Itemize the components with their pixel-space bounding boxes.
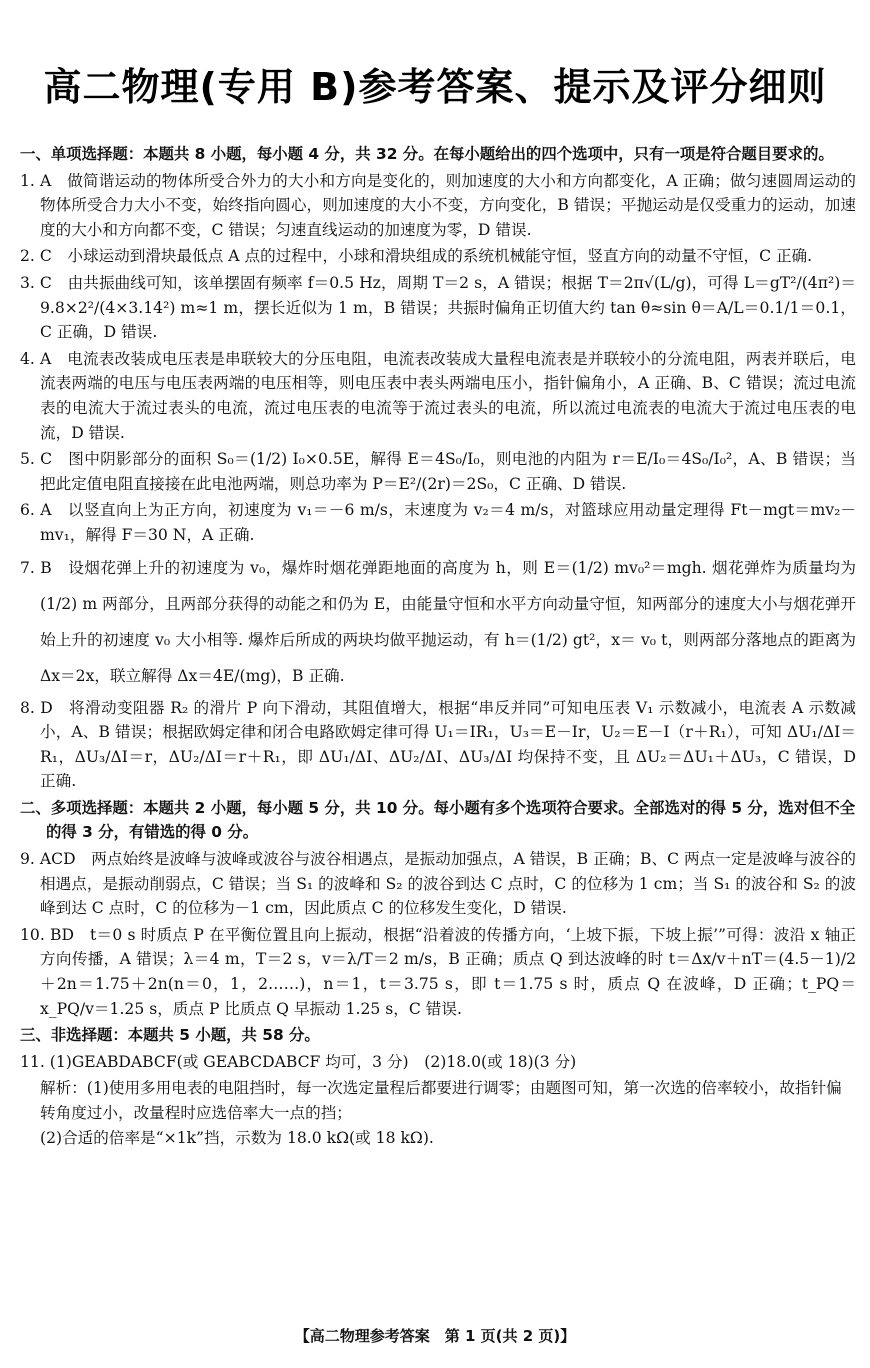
answer-item-11-analysis-2: (2)合适的倍率是“×1k”挡，示数为 18.0 kΩ(或 18 kΩ). xyxy=(40,1128,434,1147)
answer-item-3: 3. C 由共振曲线可知，该单摆固有频率 f＝0.5 Hz，周期 T＝2 s，A 错误；根据 T＝2π√(L/g)，可得 L＝gT²/(4π²)＝9.8×2²/(4×3.14²) m≈1 m，摆长近似为 1 m，B 错误；共振时偏角正切值大约 tan θ≈sin θ＝A/L＝0.1/1＝0.1，C 正确，D 错误. xyxy=(20,273,856,342)
section-heading-multi-choice: 二、多项选择题：本题共 2 小题，每小题 5 分，共 10 分。每小题有多个选项符合要求。全部选对的得 5 分，选对但不全的得 3 分，有错选的得 0 分。 xyxy=(20,798,856,842)
answer-item-4: 4. A 电流表改装成电压表是串联较大的分压电阻，电流表改装成大量程电流表是并联较小的分流电阻，两表并联后，电流表两端的电压与电压表两端的电压相等，则电压表中表头两端电压小，指针偏角小，A 正确、B、C 错误；流过电流表的电流大于流过表头的电流，流过电压表的电流等于流过表头的电流，所以流过电流表的电流大于流过电压表的电流，D 错误. xyxy=(20,349,856,442)
section-heading-single-choice: 一、单项选择题：本题共 8 小题，每小题 4 分，共 32 分。在每小题给出的四个选项中，只有一项是符合题目要求的。 xyxy=(20,145,834,163)
page-title: 高二物理(专用 B)参考答案、提示及评分细则 xyxy=(43,65,827,109)
answer-item-11: 11. (1)GEABDABCF(或 GEABCDABCF 均可，3 分) (2)18.0(或 18)(3 分) xyxy=(20,1052,577,1071)
answer-item-7: 7. B 设烟花弹上升的初速度为 v₀，爆炸时烟花弹距地面的高度为 h，则 E＝(1/2) mv₀²＝mgh. 烟花弹炸为质量均为 (1/2) m 两部分，且两部分获得的动能之和仍为 E，由能量守恒和水平方向动量守恒，知两部分的速度大小与烟花弹开始上升的初速度 v₀ 大小相等. 爆炸后所成的两块均做平抛运动，有 h＝(1/2) gt²，x＝ v₀ t，则两部分落地点的距离为 Δx＝2x，联立解得 Δx＝4E/(mg)，B 正确. xyxy=(20,558,856,685)
answer-item-2: 2. C 小球运动到滑块最低点 A 点的过程中，小球和滑块组成的系统机械能守恒，竖直方向的动量不守恒，C 正确. xyxy=(20,247,813,266)
answer-item-5: 5. C 图中阴影部分的面积 S₀＝(1/2) I₀×0.5E，解得 E＝4S₀/I₀，则电池的内阻为 r＝E/I₀＝4S₀/I₀²，A、B 错误；当把此定值电阻直接接在此电池两端，则总功率为 P＝E²/(2r)＝2S₀，C 正确、D 错误. xyxy=(20,450,856,493)
section-heading-non-choice: 三、非选择题：本题共 5 小题，共 58 分。 xyxy=(20,1026,320,1045)
answer-item-11-analysis-1: 解析：(1)使用多用电表的电阻挡时，每一次选定量程后都要进行调零；由题图可知，第一次选的倍率较小，故指针偏转角度过小，改量程时应选倍率大一点的挡； xyxy=(40,1079,842,1122)
answer-item-6: 6. A 以竖直向上为正方向，初速度为 v₁＝－6 m/s，末速度为 v₂＝4 m/s，对篮球应用动量定理得 Ft－mgt＝mv₂－mv₁，解得 F＝30 N，A 正确. xyxy=(20,501,856,544)
page-footer: 【高二物理参考答案 第 1 页(共 2 页)】 xyxy=(294,1327,576,1345)
answer-content xyxy=(20,142,856,1150)
answer-item-10: 10. BD t＝0 s 时质点 P 在平衡位置且向上振动，根据“沿着波的传播方向，‘上坡下振，下坡上振’”可得：波沿 x 轴正方向传播，A 错误；λ＝4 m，T＝2 s，v＝λ/T＝2 m/s，B 正确；质点 Q 到达波峰的时 t＝Δx/v＋nT＝(4.5－1)/2＋2n＝1.75＋2n(n＝0，1，2……)，n＝1，t＝3.75 s，即 t＝1.75 s 时，质点 Q 在波峰，D 正确；t_PQ＝x_PQ/v＝1.25 s，质点 P 比质点 Q 早振动 1.25 s，C 错误. xyxy=(20,925,856,1018)
answer-item-8: 8. D 将滑动变阻器 R₂ 的滑片 P 向下滑动，其阻值增大，根据“串反并同”可知电压表 V₁ 示数减小，电流表 A 示数减小，A、B 错误；根据欧姆定律和闭合电路欧姆定律可得 U₁＝IR₁，U₃＝E－Ir，U₂＝E－I（r＋R₁），可知 ΔU₁/ΔI＝R₁，ΔU₃/ΔI＝r，ΔU₂/ΔI＝r＋R₁，即 ΔU₁/ΔI、ΔU₂/ΔI、ΔU₃/ΔI 均保持不变，且 ΔU₂＝ΔU₁＋ΔU₃，C 错误，D 正确. xyxy=(20,698,856,791)
answer-item-9: 9. ACD 两点始终是波峰与波峰或波谷与波谷相遇点，是振动加强点，A 错误，B 正确；B、C 两点一定是波峰与波谷的相遇点，是振动削弱点，C 错误；当 S₁ 的波峰和 S₂ 的波谷到达 C 点时，C 的位移为 1 cm；当 S₁ 的波谷和 S₂ 的波峰到达 C 点时，C 的位移为－1 cm，因此质点 C 的位移发生变化，D 错误. xyxy=(20,850,856,918)
answer-item-1: 1. A 做简谐运动的物体所受合外力的大小和方向是变化的，则加速度的大小和方向都变化，A 正确；做匀速圆周运动的物体所受合力大小不变，始终指向圆心，则加速度的大小不变，方向变化，B 错误；平抛运动是仅受重力的运动，加速度的大小和方向都不变，C 错误；匀速直线运动的加速度为零，D 错误. xyxy=(20,171,856,239)
